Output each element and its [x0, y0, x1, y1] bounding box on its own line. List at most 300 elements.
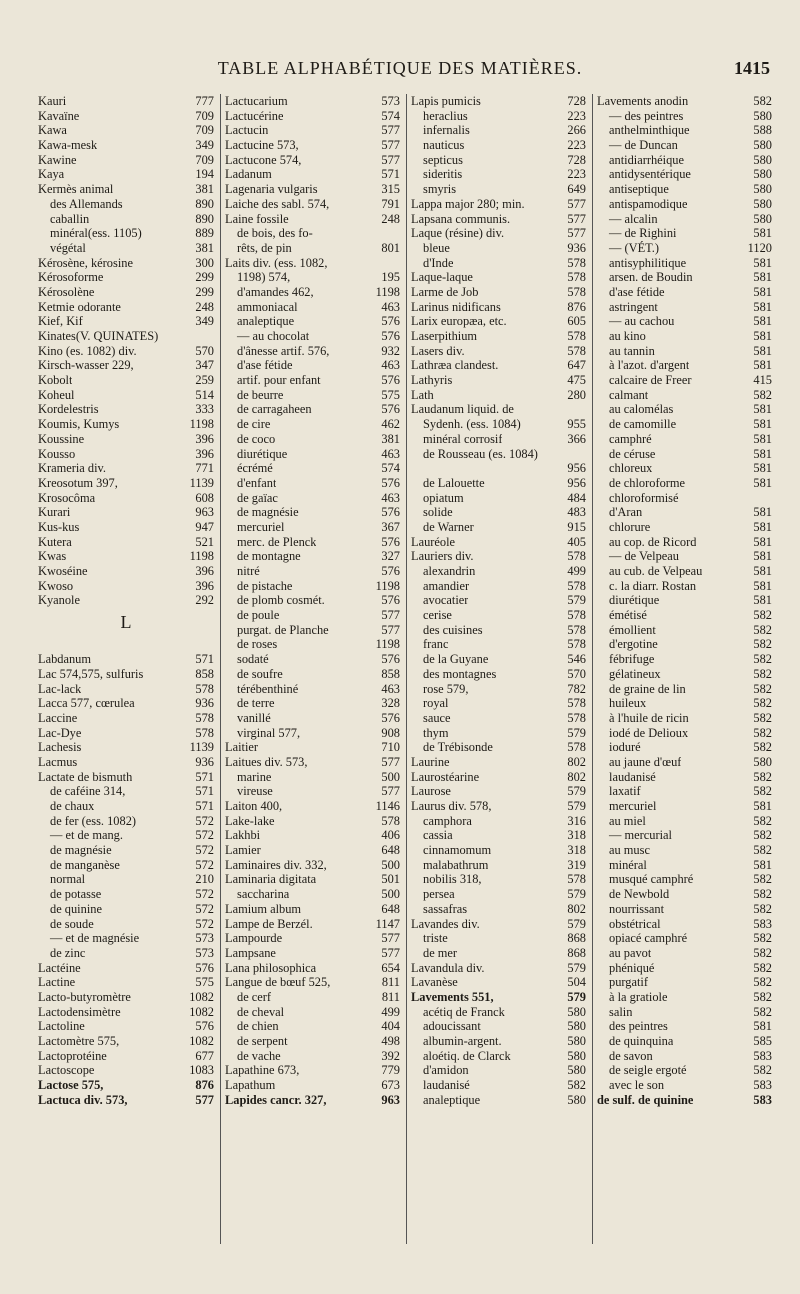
- index-entry: [38, 138, 214, 153]
- entry-label: Laminaria digitata: [225, 872, 317, 887]
- entry-page-number: 791: [381, 196, 400, 211]
- entry-page-number: 1198: [375, 637, 400, 652]
- entry-label: Kus-kus: [38, 519, 80, 534]
- entry-label: Lactate de bismuth: [38, 769, 133, 784]
- entry-page-number: 578: [567, 343, 586, 358]
- index-entry: [225, 1049, 400, 1064]
- index-entry: [411, 535, 586, 550]
- entry-label: Laudanum liquid. de: [411, 402, 514, 417]
- index-entry: [597, 946, 772, 961]
- entry-page-number: 498: [381, 1034, 400, 1048]
- index-entry: [225, 814, 400, 829]
- entry-label: de Trébisonde: [423, 740, 493, 755]
- entry-label: infernalis: [423, 123, 470, 138]
- entry-page-number: 578: [567, 329, 586, 343]
- entry-page-number: 581: [753, 431, 772, 446]
- index-entry: [225, 652, 400, 667]
- entry-label: calmant: [609, 387, 649, 402]
- entry-label: Koheul: [38, 387, 75, 402]
- index-entry: [38, 1019, 214, 1034]
- entry-page-number: 582: [753, 681, 772, 696]
- entry-label: de poule: [237, 608, 280, 623]
- index-entry: [411, 1049, 586, 1064]
- index-entry: [38, 711, 214, 726]
- index-entry: [225, 696, 400, 711]
- entry-page-number: 579: [567, 799, 586, 813]
- entry-label: d'Inde: [423, 255, 454, 270]
- entry-label: Lavements anodin: [597, 94, 689, 108]
- entry-label: Lactine: [38, 975, 76, 990]
- entry-page-number: 292: [195, 593, 214, 608]
- index-entry: [225, 946, 400, 961]
- entry-page-number: 327: [381, 549, 400, 564]
- index-entry: [225, 608, 400, 623]
- entry-page-number: 581: [753, 284, 772, 299]
- index-entry: [38, 961, 214, 976]
- entry-label: Sydenh. (ess. 1084): [423, 417, 521, 432]
- entry-page-number: 876: [195, 1078, 214, 1093]
- entry-label: nitré: [237, 564, 260, 578]
- entry-page-number: 572: [195, 813, 214, 828]
- entry-label: — de Duncan: [609, 138, 678, 153]
- entry-label: salin: [609, 1004, 633, 1019]
- entry-page-number: 580: [567, 1004, 586, 1019]
- entry-page-number: 577: [381, 152, 400, 167]
- entry-page-number: 1139: [189, 475, 214, 490]
- entry-page-number: 802: [567, 754, 586, 769]
- index-entry: [597, 447, 772, 462]
- index-entry: [225, 182, 400, 197]
- entry-label: Kauri: [38, 94, 67, 108]
- index-entry: [597, 373, 772, 388]
- entry-page-number: 582: [753, 740, 772, 755]
- index-entry: [411, 491, 586, 506]
- entry-label: adoucissant: [423, 1019, 481, 1034]
- index-entry: [225, 1093, 400, 1108]
- entry-page-number: 581: [753, 564, 772, 578]
- entry-page-number: 605: [567, 314, 586, 329]
- index-entry: [38, 593, 214, 608]
- index-column-1: [34, 94, 220, 1244]
- entry-page-number: 648: [381, 843, 400, 858]
- entry-page-number: 588: [753, 123, 772, 138]
- entry-label: de magnésie: [50, 843, 112, 858]
- index-entry: [225, 300, 400, 315]
- index-entry: [411, 755, 586, 770]
- entry-page-number: 581: [753, 358, 772, 373]
- index-entry: [597, 931, 772, 946]
- entry-page-number: 936: [567, 240, 586, 255]
- entry-label: Kwoséine: [38, 564, 88, 578]
- index-entry: [225, 241, 400, 256]
- index-entry: [38, 505, 214, 520]
- index-entry: [411, 740, 586, 755]
- entry-page-number: 574: [381, 461, 400, 476]
- entry-page-number: 580: [753, 182, 772, 197]
- entry-label: Kwas: [38, 549, 67, 564]
- entry-label: au kino: [609, 329, 646, 343]
- entry-page-number: 475: [567, 373, 586, 388]
- index-entry: [225, 623, 400, 638]
- index-entry: [38, 975, 214, 990]
- entry-label: Lactuca div. 573,: [38, 1092, 128, 1107]
- index-entry: [225, 153, 400, 168]
- entry-label: de chien: [237, 1019, 279, 1034]
- index-entry: [38, 1034, 214, 1049]
- entry-page-number: 504: [567, 975, 586, 990]
- index-entry: [225, 138, 400, 153]
- entry-label: de bois, des fo-: [237, 226, 313, 241]
- index-entry: [597, 814, 772, 829]
- index-entry: [411, 593, 586, 608]
- entry-label: Kief, Kif: [38, 314, 83, 329]
- entry-page-number: 571: [195, 784, 214, 799]
- entry-label: d'amandes 462,: [237, 284, 314, 299]
- index-entry: [225, 564, 400, 579]
- index-entry: [225, 461, 400, 476]
- entry-page-number: 577: [567, 211, 586, 226]
- entry-page-number: 779: [381, 1063, 400, 1078]
- index-entry: [38, 1049, 214, 1064]
- entry-label: à l'huile de ricin: [609, 710, 689, 725]
- entry-page-number: 483: [567, 505, 586, 520]
- index-entry: [411, 212, 586, 227]
- entry-label: de quinquina: [609, 1034, 674, 1048]
- index-entry: [597, 1049, 772, 1064]
- entry-page-number: 582: [753, 725, 772, 740]
- entry-page-number: 318: [567, 843, 586, 858]
- entry-page-number: 582: [753, 1063, 772, 1078]
- entry-page-number: 580: [753, 108, 772, 123]
- entry-label: Lapis pumicis: [411, 94, 481, 108]
- index-entry: [225, 329, 400, 344]
- entry-page-number: 582: [753, 901, 772, 916]
- entry-label: camphora: [423, 813, 472, 828]
- entry-page-number: 580: [753, 152, 772, 167]
- entry-label: Laine fossile: [225, 211, 289, 226]
- index-entry: [597, 1078, 772, 1093]
- entry-label: Krameria div.: [38, 461, 107, 476]
- index-entry: [597, 652, 772, 667]
- index-entry: [411, 1019, 586, 1034]
- entry-page-number: 333: [195, 402, 214, 417]
- entry-page-number: 583: [753, 1092, 772, 1107]
- entry-page-number: 580: [753, 138, 772, 153]
- entry-page-number: 608: [195, 490, 214, 505]
- entry-label: d'Aran: [609, 505, 643, 520]
- index-entry: [597, 667, 772, 682]
- entry-label: de zinc: [50, 945, 86, 960]
- entry-page-number: 1083: [189, 1063, 214, 1078]
- entry-page-number: 581: [753, 255, 772, 270]
- entry-page-number: 1139: [189, 740, 214, 755]
- entry-label: saccharina: [237, 887, 290, 902]
- entry-label: huileux: [609, 696, 647, 711]
- index-entry: [597, 1093, 772, 1108]
- entry-page-number: 349: [195, 138, 214, 153]
- index-entry: [597, 1005, 772, 1020]
- index-entry: [597, 1019, 772, 1034]
- index-entry: [597, 314, 772, 329]
- entry-page-number: 582: [753, 666, 772, 681]
- index-entry: [38, 447, 214, 462]
- entry-page-number: 581: [753, 461, 772, 476]
- entry-page-number: 248: [381, 211, 400, 226]
- index-entry: [411, 256, 586, 271]
- entry-label: de gaïac: [237, 490, 278, 505]
- entry-page-number: 463: [381, 446, 400, 461]
- index-entry: [411, 917, 586, 932]
- index-entry: [225, 961, 400, 976]
- entry-page-number: 578: [567, 578, 586, 593]
- entry-page-number: 955: [567, 417, 586, 432]
- entry-page-number: 1198: [189, 417, 214, 432]
- entry-page-number: 915: [567, 519, 586, 534]
- index-entry: [38, 388, 214, 403]
- entry-label: de mer: [423, 945, 458, 960]
- index-entry: [225, 109, 400, 124]
- entry-page-number: 463: [381, 358, 400, 373]
- entry-label: Laque-laque: [411, 270, 473, 285]
- entry-page-number: 782: [567, 681, 586, 696]
- index-entry: [225, 682, 400, 697]
- entry-page-number: 579: [567, 916, 586, 931]
- entry-page-number: 405: [567, 534, 586, 549]
- index-entry: [411, 858, 586, 873]
- entry-page-number: 577: [381, 622, 400, 637]
- entry-page-number: 890: [195, 196, 214, 211]
- entry-page-number: 582: [753, 975, 772, 990]
- entry-page-number: 577: [381, 754, 400, 769]
- entry-page-number: 581: [753, 314, 772, 329]
- entry-page-number: 578: [381, 813, 400, 828]
- index-entry: [411, 975, 586, 990]
- entry-label: bleue: [423, 240, 450, 255]
- entry-label: Lactodensimètre: [38, 1004, 121, 1019]
- entry-label: Laurine: [411, 754, 450, 769]
- entry-page-number: 583: [753, 916, 772, 931]
- index-entry: [38, 491, 214, 506]
- index-entry: [38, 329, 214, 344]
- entry-page-number: 581: [753, 446, 772, 461]
- entry-label: Kinates(V. QUINATES): [38, 329, 159, 343]
- entry-label: de savon: [609, 1048, 653, 1063]
- index-entry: [597, 417, 772, 432]
- entry-page-number: 580: [567, 1019, 586, 1034]
- index-entry: [411, 608, 586, 623]
- index-entry: [411, 476, 586, 491]
- entry-label: de vache: [237, 1048, 281, 1063]
- index-entry: [597, 564, 772, 579]
- entry-page-number: 578: [195, 681, 214, 696]
- entry-label: normal: [50, 872, 86, 887]
- entry-page-number: 649: [567, 182, 586, 197]
- entry-label: Larinus nidificans: [411, 299, 501, 314]
- entry-page-number: 571: [195, 652, 214, 667]
- entry-label: Kawa: [38, 123, 67, 138]
- entry-label: Lactucérine: [225, 108, 284, 123]
- section-letter: L: [120, 612, 132, 633]
- index-entry: [597, 476, 772, 491]
- index-entry: [597, 770, 772, 785]
- entry-page-number: 936: [195, 754, 214, 769]
- entry-label: Lapides cancr. 327,: [225, 1092, 327, 1107]
- index-entry: [411, 373, 586, 388]
- entry-label: Lake-lake: [225, 813, 275, 828]
- entry-label: analeptique: [423, 1092, 481, 1107]
- entry-page-number: 578: [567, 255, 586, 270]
- entry-page-number: 500: [381, 887, 400, 902]
- entry-page-number: 194: [195, 167, 214, 182]
- index-entry: [38, 814, 214, 829]
- entry-page-number: 582: [753, 828, 772, 843]
- index-entry: [597, 153, 772, 168]
- entry-label: heraclius: [423, 108, 468, 123]
- entry-page-number: 647: [567, 358, 586, 373]
- entry-label: antispamodique: [609, 196, 688, 211]
- entry-label: Laurus div. 578,: [411, 799, 492, 813]
- entry-label: Lactéine: [38, 960, 81, 975]
- entry-label: Lacto-butyromètre: [38, 989, 131, 1004]
- entry-label: Laminaires div. 332,: [225, 857, 327, 872]
- entry-label: de montagne: [237, 549, 301, 564]
- index-entry: [411, 123, 586, 138]
- index-entry: [225, 1078, 400, 1093]
- page-header: [0, 58, 800, 88]
- entry-label: Lacca 577, cœrulea: [38, 696, 135, 711]
- entry-page-number: 582: [753, 387, 772, 402]
- index-entry: [411, 946, 586, 961]
- entry-page-number: 396: [195, 431, 214, 446]
- entry-label: Lactomètre 575,: [38, 1034, 120, 1049]
- index-entry: [411, 447, 586, 462]
- index-entry: [597, 285, 772, 300]
- index-column-4: [592, 94, 778, 1244]
- entry-page-number: 578: [567, 284, 586, 299]
- entry-label: Lamier: [225, 843, 261, 858]
- index-entry: [38, 109, 214, 124]
- entry-label: Kawine: [38, 152, 77, 167]
- entry-label: musqué camphré: [609, 872, 694, 887]
- entry-page-number: 728: [567, 152, 586, 167]
- entry-page-number: 709: [195, 152, 214, 167]
- index-entry: [411, 799, 586, 814]
- entry-label: de camomille: [609, 417, 677, 432]
- index-entry: [225, 711, 400, 726]
- entry-page-number: 583: [753, 1078, 772, 1093]
- entry-page-number: 1082: [189, 1034, 214, 1049]
- entry-label: de chloroforme: [609, 475, 686, 490]
- entry-page-number: 315: [381, 182, 400, 197]
- entry-page-number: 572: [195, 901, 214, 916]
- index-entry: [225, 226, 400, 241]
- entry-label: Lamium album: [225, 901, 302, 916]
- entry-page-number: 576: [381, 652, 400, 667]
- entry-page-number: 582: [753, 652, 772, 667]
- entry-page-number: 500: [381, 857, 400, 872]
- entry-label: Lactoline: [38, 1019, 85, 1034]
- index-entry: [225, 402, 400, 417]
- entry-label: au calomélas: [609, 402, 674, 417]
- entry-label: végétal: [50, 240, 86, 255]
- entry-label: virginal 577,: [237, 725, 301, 740]
- index-entry: [597, 608, 772, 623]
- index-entry: [597, 784, 772, 799]
- entry-page-number: 576: [381, 475, 400, 490]
- entry-label: Kérosoforme: [38, 270, 104, 285]
- index-entry: [38, 726, 214, 741]
- index-entry: [597, 402, 772, 417]
- entry-label: Laurose: [411, 784, 451, 799]
- entry-page-number: 579: [567, 593, 586, 608]
- index-entry: [38, 402, 214, 417]
- entry-page-number: 581: [753, 270, 772, 285]
- index-entry: [225, 520, 400, 535]
- index-entry: [411, 828, 586, 843]
- index-entry: [411, 109, 586, 124]
- entry-page-number: 1198: [375, 284, 400, 299]
- index-entry: [225, 505, 400, 520]
- entry-label: Lathræa clandest.: [411, 358, 499, 373]
- entry-page-number: 577: [567, 226, 586, 241]
- entry-label: anthelminthique: [609, 123, 690, 138]
- entry-label: obstétrical: [609, 916, 661, 931]
- index-entry: [411, 153, 586, 168]
- entry-label: de céruse: [609, 446, 656, 461]
- entry-page-number: 582: [753, 960, 772, 975]
- entry-page-number: 581: [753, 402, 772, 417]
- entry-page-number: 811: [381, 989, 400, 1004]
- entry-page-number: 582: [753, 769, 772, 784]
- index-entry: [597, 843, 772, 858]
- index-entry: [38, 887, 214, 902]
- entry-label: amandier: [423, 578, 470, 593]
- entry-page-number: 406: [381, 828, 400, 843]
- entry-label: d'ânesse artif. 576,: [237, 343, 330, 358]
- index-entry: [411, 564, 586, 579]
- entry-label: Laiton 400,: [225, 799, 283, 813]
- index-entry: [411, 814, 586, 829]
- entry-label: Kwoso: [38, 578, 74, 593]
- entry-label: iodé de Delioux: [609, 725, 689, 740]
- index-entry: [597, 109, 772, 124]
- entry-label: — au cachou: [609, 314, 675, 329]
- entry-label: Laits div. (ess. 1082,: [225, 255, 328, 270]
- entry-label: au cop. de Ricord: [609, 534, 697, 549]
- entry-label: de Rousseau (es. 1084): [423, 446, 538, 461]
- entry-label: des cuisines: [423, 622, 483, 637]
- entry-label: Lakhbi: [225, 828, 261, 843]
- index-entry: [38, 1078, 214, 1093]
- entry-label: d'enfant: [237, 475, 277, 490]
- entry-page-number: 396: [195, 446, 214, 461]
- entry-page-number: 571: [195, 799, 214, 814]
- entry-page-number: 299: [195, 284, 214, 299]
- entry-page-number: 582: [753, 784, 772, 799]
- entry-label: persea: [423, 887, 455, 902]
- entry-label: rêts, de pin: [237, 240, 292, 255]
- entry-label: nauticus: [423, 138, 465, 153]
- entry-label: avocatier: [423, 593, 469, 608]
- index-entry: [225, 755, 400, 770]
- index-entry: [597, 990, 772, 1005]
- index-entry: [38, 858, 214, 873]
- entry-page-number: 777: [195, 94, 214, 108]
- entry-page-number: 576: [195, 1019, 214, 1034]
- entry-page-number: 771: [195, 461, 214, 476]
- page-title: TABLE ALPHABÉTIQUE DES MATIÈRES.: [217, 58, 583, 78]
- index-entry: [411, 314, 586, 329]
